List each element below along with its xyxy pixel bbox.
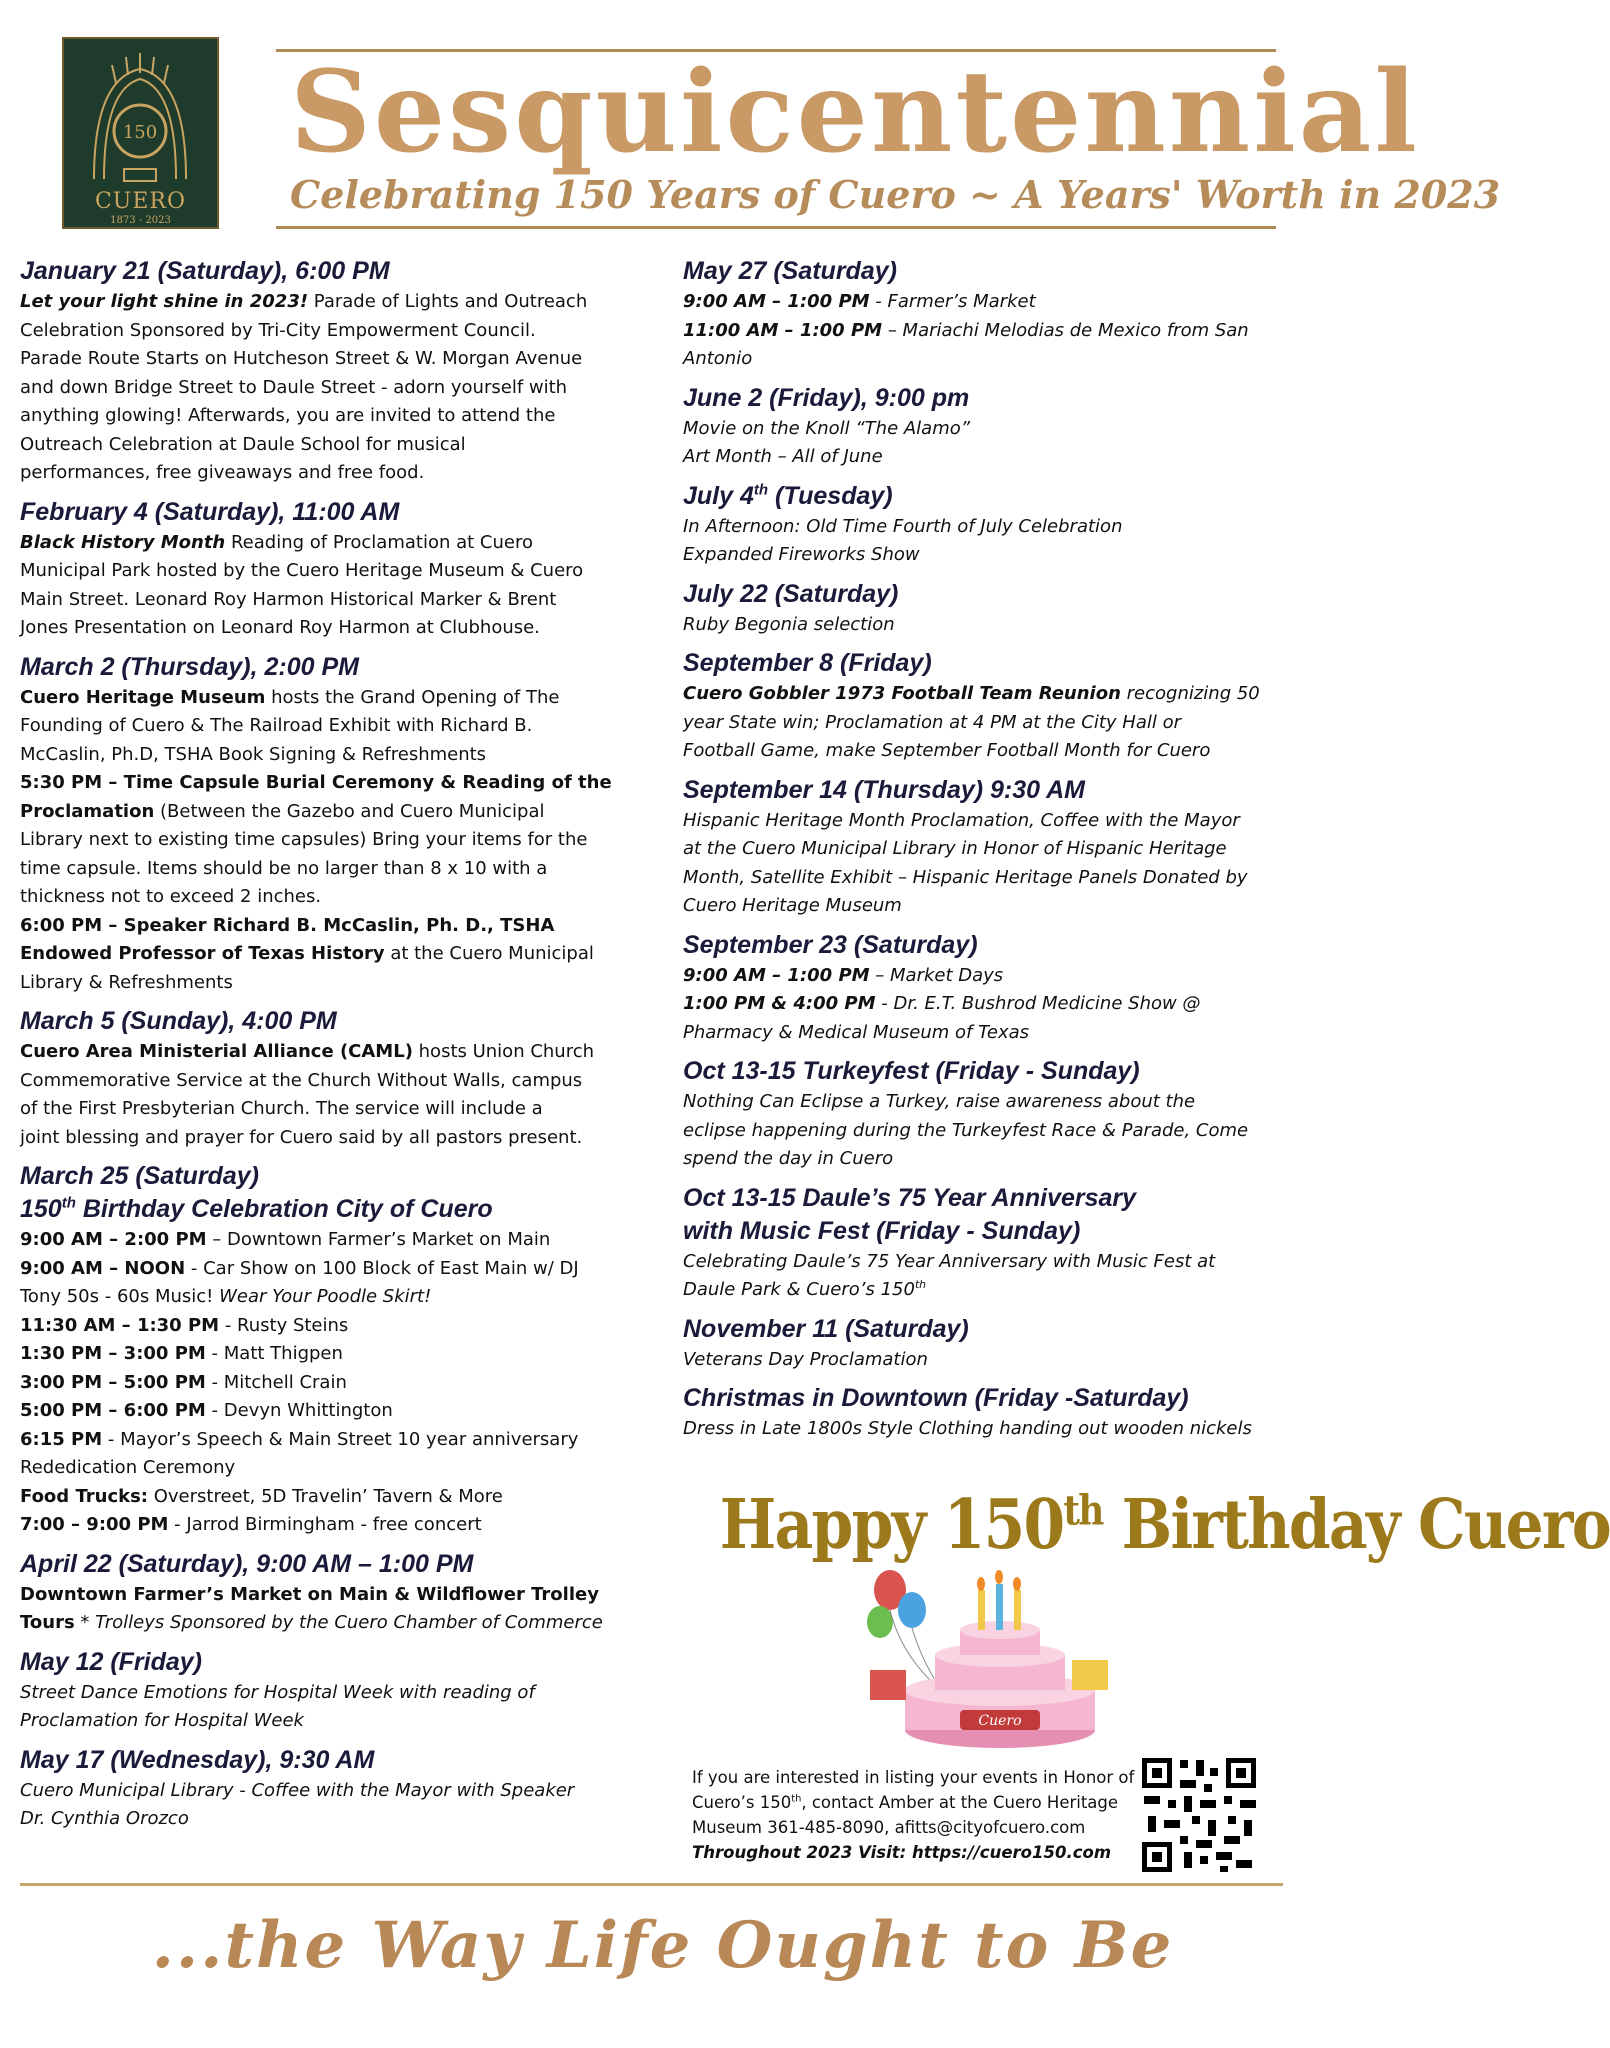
- event-detail-line: 11:30 AM – 1:30 PM - Rusty Steins: [20, 1314, 349, 1336]
- footer-rule: [20, 1883, 1283, 1886]
- event-detail-line: eclipse happening during the Turkeyfest Race & Parade, Come: [683, 1119, 1249, 1141]
- birthday-cake-icon: [850, 1560, 1120, 1760]
- event-title: February 4 (Saturday), 11:00 AM: [20, 497, 400, 526]
- header-bottom-rule: [276, 226, 1276, 229]
- event-detail-line: time capsule. Items should be no larger than 8 x 10 with a: [20, 857, 548, 879]
- event-detail-line: Daule Park & Cuero’s 150th: [683, 1278, 927, 1300]
- event-title: November 11 (Saturday): [683, 1314, 969, 1343]
- event-detail-line: Main Street. Leonard Roy Harmon Historical Marker & Brent: [20, 588, 557, 610]
- event-title: September 23 (Saturday): [683, 930, 978, 959]
- event-title: April 22 (Saturday), 9:00 AM – 1:00 PM: [20, 1549, 474, 1578]
- event-detail-line: Art Month – All of June: [683, 446, 883, 467]
- event-detail-line: Month, Satellite Exhibit – Hispanic Heritage Panels Donated by: [683, 866, 1248, 888]
- logo-badge: 150: [122, 122, 158, 143]
- event-detail-line: Outreach Celebration at Daule School for musical: [20, 433, 466, 455]
- event-detail-line: 6:00 PM – Speaker Richard B. McCaslin, Ph. D., TSHA: [20, 914, 555, 936]
- right-event: [683, 1182, 1295, 1305]
- event-detail-line: Expanded Fireworks Show: [683, 544, 920, 565]
- event-title: March 2 (Thursday), 2:00 PM: [20, 652, 359, 681]
- left-event: [20, 496, 640, 643]
- right-event: [683, 255, 1295, 374]
- left-event-column: [20, 255, 640, 1842]
- left-event: [20, 1744, 640, 1834]
- left-event: [20, 651, 640, 998]
- page-title: Sesquicentennial: [290, 47, 1420, 178]
- event-detail-line: thickness not to exceed 2 inches.: [20, 886, 322, 907]
- event-title: Oct 13-15 Turkeyfest (Friday - Sunday): [683, 1057, 1140, 1085]
- event-detail-line: Street Dance Emotions for Hospital Week with reading of: [20, 1681, 535, 1703]
- left-event: [20, 1548, 640, 1638]
- logo-name: CUERO: [94, 189, 187, 214]
- event-detail-line: Library next to existing time capsules) Bring your items for the: [20, 829, 588, 850]
- event-detail-line: Founding of Cuero & The Railroad Exhibit with Richard B.: [20, 715, 533, 736]
- event-detail-line: Football Game, make September Football Month for Cuero: [683, 740, 1211, 761]
- event-detail-line: 7:00 – 9:00 PM - Jarrod Birmingham - free concert: [20, 1514, 482, 1535]
- event-detail-line: 1:00 PM & 4:00 PM - Dr. E.T. Bushrod Medicine Show @: [683, 993, 1201, 1014]
- cuero-150-logo: [62, 37, 219, 229]
- logo-years: 1873 - 2023: [110, 215, 171, 226]
- event-detail-line: Ruby Begonia selection: [683, 613, 895, 635]
- left-event: [20, 1160, 640, 1540]
- event-detail-line: Dress in Late 1800s Style Clothing handing out wooden nickels: [683, 1418, 1252, 1439]
- qr-code-icon[interactable]: [1140, 1756, 1258, 1874]
- right-event: [683, 382, 1295, 472]
- event-title: May 27 (Saturday): [683, 257, 897, 285]
- right-event: [683, 1055, 1295, 1174]
- contact-line: Museum 361-485-8090, afitts@cityofcuero.com: [692, 1818, 1086, 1837]
- event-detail-line: Cuero Gobbler 1973 Football Team Reunion recognizing 50: [683, 683, 1260, 704]
- happy-birthday-heading: Happy 150th Birthday Cuero: [719, 1485, 1610, 1565]
- event-title: July 4th (Tuesday): [683, 481, 893, 510]
- event-detail-line: of the First Presbyterian Church. The service will include a: [20, 1098, 543, 1119]
- event-title: March 25 (Saturday) 150th Birthday Celebration City of Cuero: [20, 1162, 493, 1223]
- event-detail-line: spend the day in Cuero: [683, 1148, 894, 1169]
- event-title: January 21 (Saturday), 6:00 PM: [20, 257, 390, 285]
- event-detail-line: Parade Route Starts on Hutcheson Street & W. Morgan Avenue: [20, 348, 583, 369]
- event-detail-line: 6:15 PM - Mayor’s Speech & Main Street 10 year anniversary: [20, 1428, 579, 1450]
- event-detail-line: Endowed Professor of Texas History at the Cuero Municipal: [20, 943, 594, 964]
- event-detail-line: Veterans Day Proclamation: [683, 1348, 928, 1370]
- event-detail-line: In Afternoon: Old Time Fourth of July Celebration: [683, 515, 1123, 537]
- event-detail-line: performances, free giveaways and free food.: [20, 462, 425, 483]
- event-title: Christmas in Downtown (Friday -Saturday): [683, 1384, 1189, 1412]
- event-detail-line: Dr. Cynthia Orozco: [20, 1808, 189, 1829]
- right-event: [683, 1313, 1295, 1375]
- event-detail-line: Library & Refreshments: [20, 971, 233, 993]
- event-title: September 8 (Friday): [683, 649, 932, 677]
- event-detail-line: Celebration Sponsored by Tri-City Empowerment Council.: [20, 319, 536, 341]
- event-detail-line: Commemorative Service at the Church Without Walls, campus: [20, 1069, 583, 1091]
- event-detail-line: 9:00 AM – NOON - Car Show on 100 Block of East Main w/ DJ: [20, 1257, 579, 1279]
- event-detail-line: 3:00 PM – 5:00 PM - Mitchell Crain: [20, 1371, 347, 1393]
- event-detail-line: Let your light shine in 2023! Parade of Lights and Outreach: [20, 291, 588, 312]
- event-detail-line: Tony 50s - 60s Music! Wear Your Poodle Skirt!: [20, 1286, 432, 1307]
- event-detail-line: Cuero Heritage Museum: [683, 895, 902, 916]
- event-detail-line: Pharmacy & Medical Museum of Texas: [683, 1021, 1029, 1043]
- left-event: [20, 1646, 640, 1736]
- event-detail-line: and down Bridge Street to Daule Street - adorn yourself with: [20, 376, 568, 398]
- event-detail-line: anything glowing! Afterwards, you are invited to attend the: [20, 405, 556, 426]
- event-detail-line: Food Trucks: Overstreet, 5D Travelin’ Tavern & More: [20, 1485, 503, 1507]
- left-event: [20, 1005, 640, 1152]
- event-detail-line: 9:00 AM – 2:00 PM – Downtown Farmer’s Market on Main: [20, 1229, 551, 1250]
- event-detail-line: Downtown Farmer’s Market on Main & Wildflower Trolley: [20, 1583, 599, 1605]
- event-detail-line: McCaslin, Ph.D, TSHA Book Signing & Refreshments: [20, 743, 487, 765]
- event-detail-line: Cuero Area Ministerial Alliance (CAML) hosts Union Church: [20, 1041, 595, 1062]
- event-detail-line: Tours * Trolleys Sponsored by the Cuero Chamber of Commerce: [20, 1612, 603, 1633]
- page-subtitle: Celebrating 150 Years of Cuero ~ A Years' Worth in 2023: [290, 172, 1501, 217]
- contact-line: If you are interested in listing your events in Honor of: [692, 1768, 1135, 1787]
- contact-info: [692, 1765, 1142, 1865]
- event-title: June 2 (Friday), 9:00 pm: [683, 383, 970, 412]
- event-detail-line: Jones Presentation on Leonard Roy Harmon at Clubhouse.: [20, 617, 540, 638]
- event-title: Oct 13-15 Daule’s 75 Year Anniversary with Music Fest (Friday - Sunday): [683, 1183, 1137, 1245]
- event-detail-line: 5:00 PM – 6:00 PM - Devyn Whittington: [20, 1400, 393, 1421]
- event-detail-line: Cuero Heritage Museum hosts the Grand Opening of The: [20, 686, 560, 708]
- event-detail-line: 1:30 PM – 3:00 PM - Matt Thigpen: [20, 1343, 343, 1364]
- right-event: [683, 647, 1295, 766]
- event-detail-line: Nothing Can Eclipse a Turkey, raise awareness about the: [683, 1091, 1196, 1112]
- contact-line: Cuero’s 150th, contact Amber at the Cuero Heritage: [692, 1793, 1119, 1812]
- event-detail-line: Proclamation for Hospital Week: [20, 1710, 304, 1731]
- event-detail-line: year State win; Proclamation at 4 PM at the City Hall or: [683, 711, 1181, 733]
- event-detail-line: joint blessing and prayer for Cuero said by all pastors present.: [20, 1126, 583, 1148]
- contact-line: Throughout 2023 Visit: https://cuero150.com: [692, 1843, 1112, 1862]
- event-detail-line: 9:00 AM – 1:00 PM - Farmer’s Market: [683, 291, 1036, 312]
- event-detail-line: Antonio: [683, 348, 753, 369]
- left-event: [20, 255, 640, 488]
- event-title: March 5 (Sunday), 4:00 PM: [20, 1007, 337, 1035]
- event-detail-line: Proclamation (Between the Gazebo and Cuero Municipal: [20, 800, 545, 822]
- right-event: [683, 774, 1295, 921]
- event-title: July 22 (Saturday): [683, 579, 899, 608]
- event-detail-line: at the Cuero Municipal Library in Honor of Hispanic Heritage: [683, 838, 1227, 859]
- event-detail-line: Black History Month Reading of Proclamation at Cuero: [20, 531, 533, 553]
- event-detail-line: 11:00 AM – 1:00 PM – Mariachi Melodias de Mexico from San: [683, 319, 1249, 341]
- cake-label: Cuero: [978, 1713, 1022, 1729]
- event-detail-line: Movie on the Knoll “The Alamo”: [683, 417, 971, 439]
- event-detail-line: Cuero Municipal Library - Coffee with the Mayor with Speaker: [20, 1779, 575, 1801]
- right-event: [683, 929, 1295, 1048]
- event-title: September 14 (Thursday) 9:30 AM: [683, 775, 1085, 804]
- right-event: [683, 480, 1295, 570]
- event-detail-line: Rededication Ceremony: [20, 1457, 236, 1478]
- event-detail-line: Celebrating Daule’s 75 Year Anniversary with Music Fest at: [683, 1250, 1216, 1272]
- event-detail-line: 5:30 PM – Time Capsule Burial Ceremony & Reading of the: [20, 772, 612, 793]
- right-event: [683, 578, 1295, 640]
- right-event: [683, 1382, 1295, 1444]
- event-detail-line: Municipal Park hosted by the Cuero Heritage Museum & Cuero: [20, 560, 584, 581]
- right-event-column: [683, 255, 1295, 1452]
- event-title: May 17 (Wednesday), 9:30 AM: [20, 1745, 375, 1774]
- event-detail-line: Hispanic Heritage Month Proclamation, Coffee with the Mayor: [683, 809, 1240, 831]
- tagline: ...the Way Life Ought to Be: [151, 1908, 1174, 1983]
- event-detail-line: 9:00 AM – 1:00 PM – Market Days: [683, 964, 1004, 986]
- event-title: May 12 (Friday): [20, 1647, 203, 1676]
